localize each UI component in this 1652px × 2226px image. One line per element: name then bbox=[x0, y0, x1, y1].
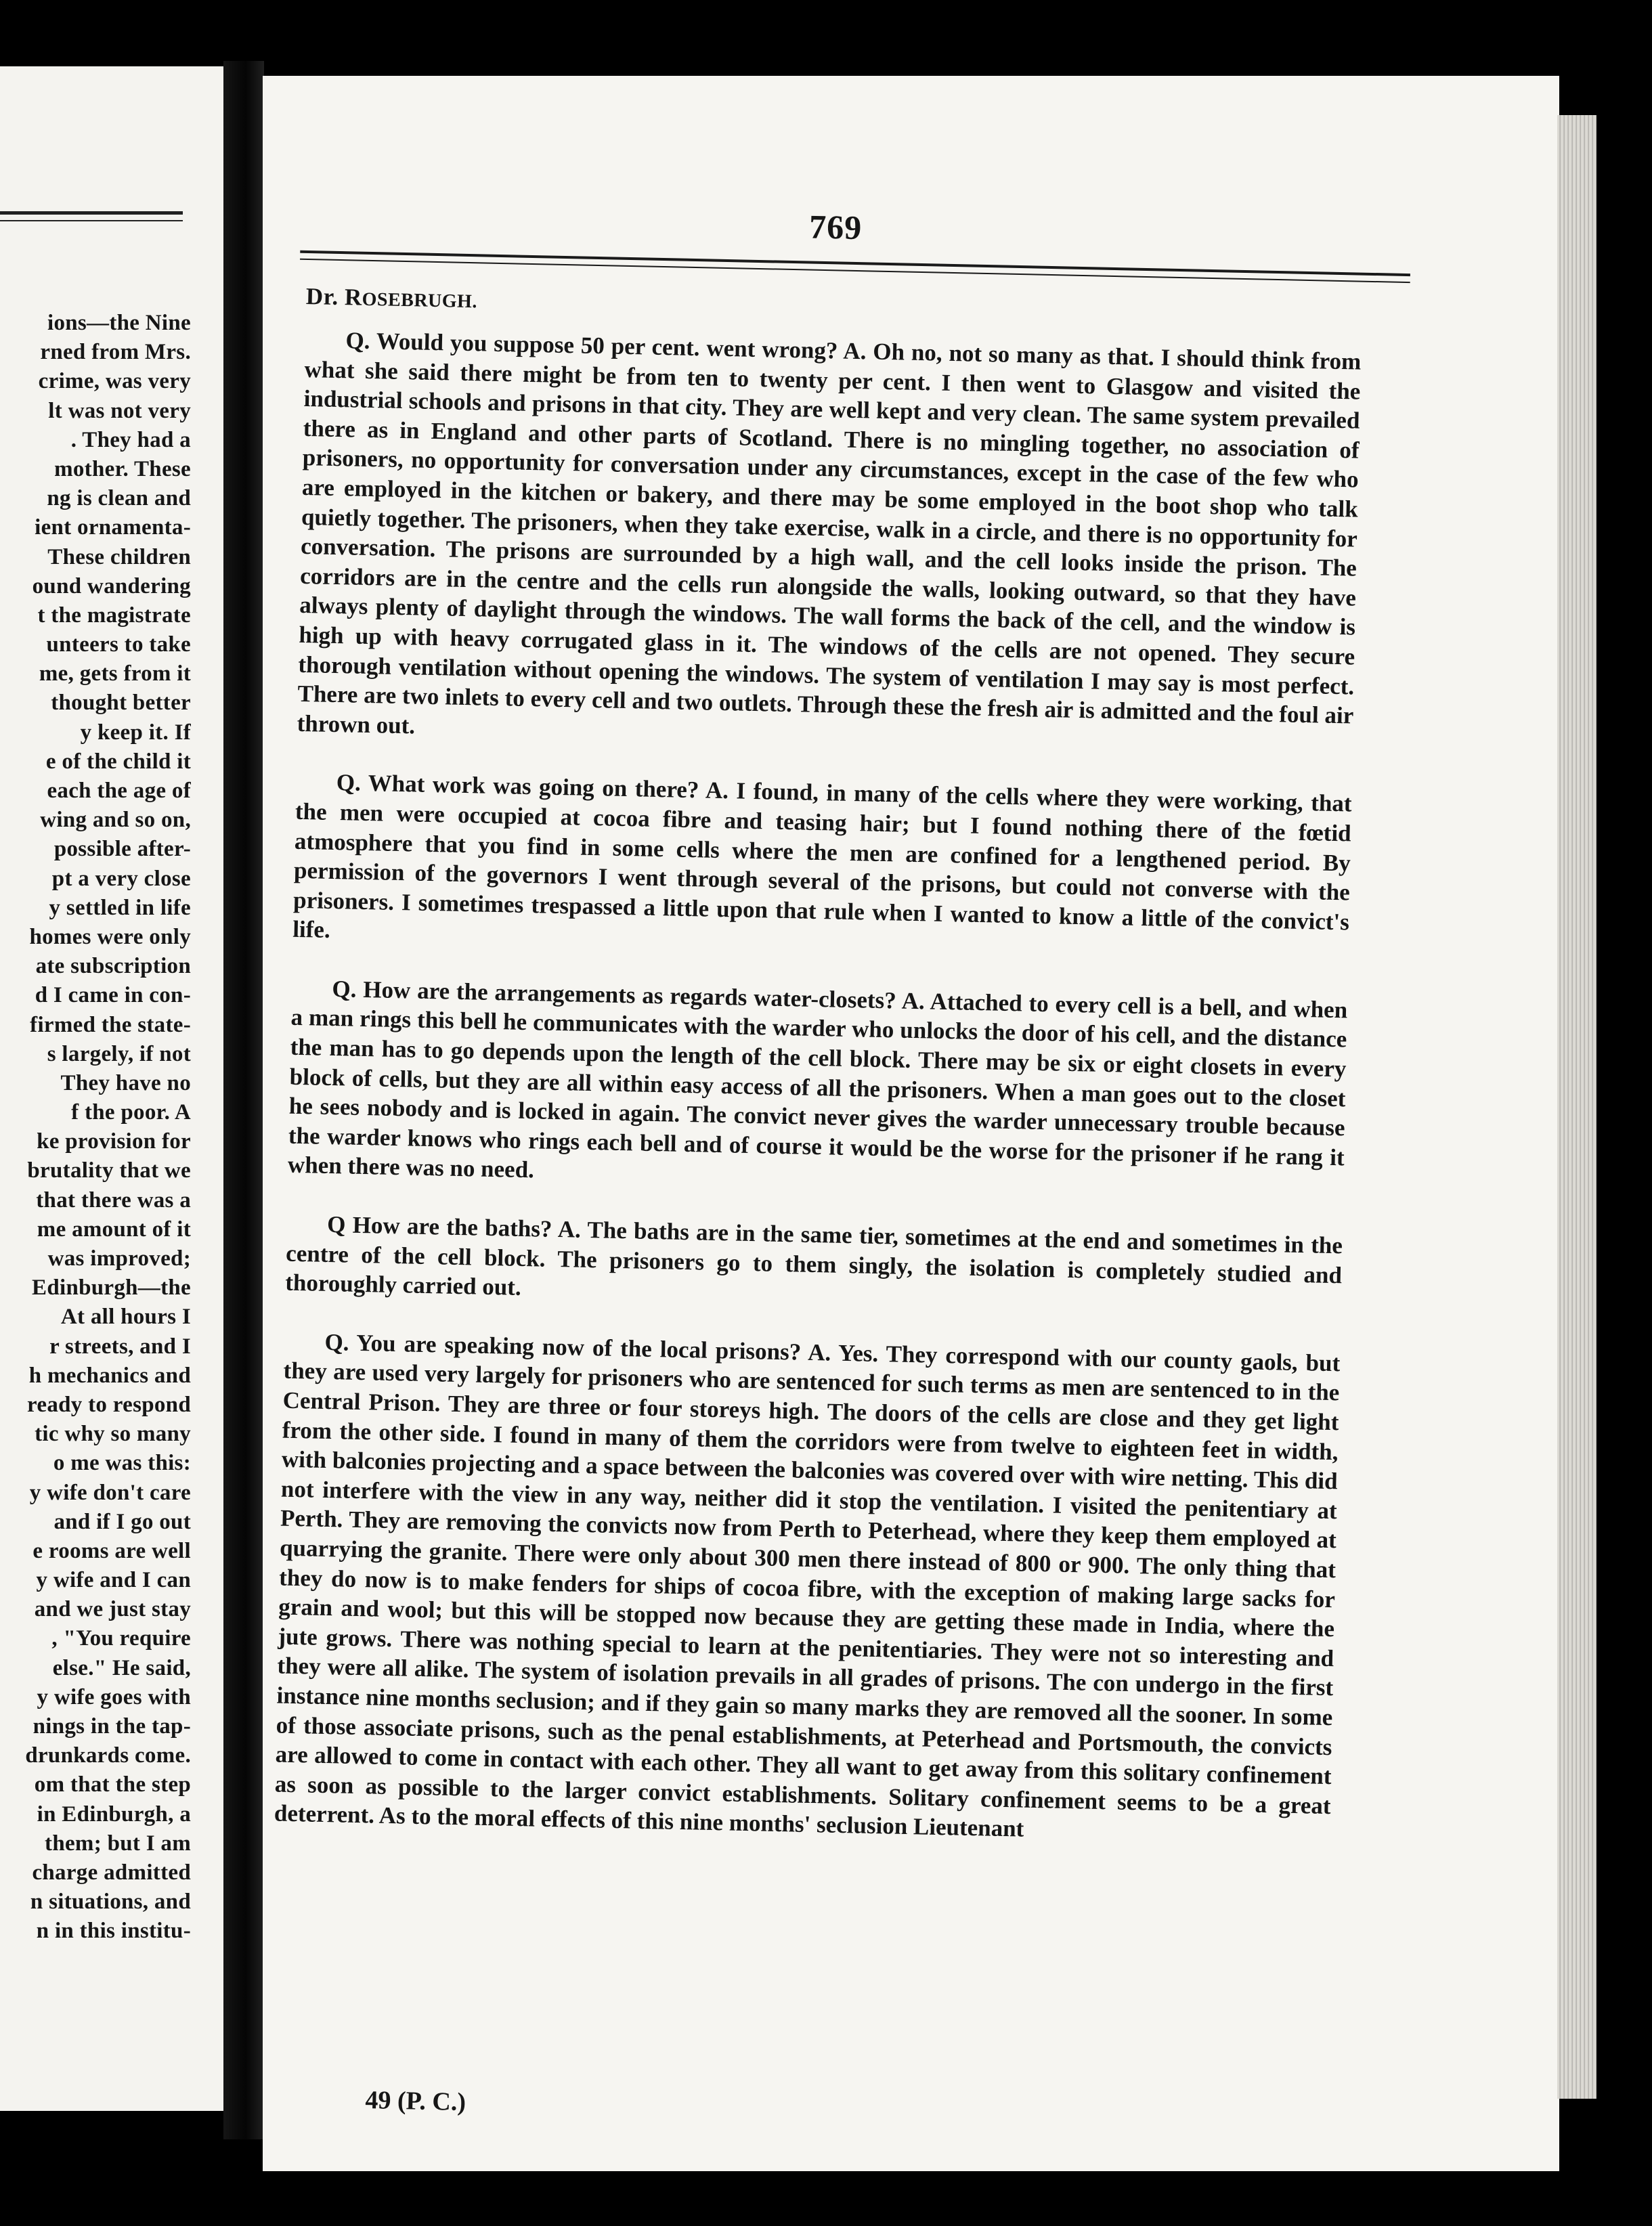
left-page-line: , "You require bbox=[51, 1626, 191, 1651]
left-page-line: r streets, and I bbox=[49, 1334, 191, 1359]
left-page-line: that there was a bbox=[36, 1187, 191, 1213]
left-page-line: d I came in con- bbox=[35, 983, 191, 1008]
left-page-line: y settled in life bbox=[49, 895, 191, 920]
left-page-text bbox=[0, 309, 191, 1946]
left-page-line: ke provision for bbox=[37, 1129, 191, 1154]
page-number: 769 bbox=[808, 207, 863, 247]
left-page-line: n in this institu- bbox=[36, 1919, 191, 1944]
left-page-line: h mechanics and bbox=[28, 1363, 191, 1388]
testimony-body bbox=[274, 325, 1362, 1850]
left-page-line: each the age of bbox=[47, 779, 191, 803]
left-page-line: t the magistrate bbox=[37, 603, 191, 628]
left-page-line: firmed the state- bbox=[30, 1012, 191, 1037]
left-page-line: me, gets from it bbox=[39, 661, 191, 686]
testimony-paragraph: Q. How are the arrangements as regards water-closets? A. Attached to every cell is a bell, and when a man rings this bell he communicates with the warder who unlocks the door of his cell, and the distance the man has to go depends upon the length of the cell block. There may be six or eight closets in every block of cells, but they are all within easy access of all the prisoners. When a man goes out to the closet he sees nobody and is locked in again. The convict never gives the warder unnecessary trouble because the warder knows who rings each bell and of course it would be the worse for the prisoner if he rang it when there was no need. bbox=[287, 975, 1348, 1183]
left-page-line: These children bbox=[47, 544, 191, 569]
left-page-line: s largely, if not bbox=[47, 1041, 191, 1066]
left-page-line: unteers to take bbox=[46, 632, 191, 657]
left-page-line: f the poor. A bbox=[71, 1100, 191, 1125]
left-page-line: y wife don't care bbox=[29, 1480, 191, 1505]
left-page-line: At all hours I bbox=[60, 1305, 191, 1330]
left-page-line: y wife goes with bbox=[37, 1684, 191, 1709]
left-page-line: mother. These bbox=[54, 456, 191, 481]
left-page-line: Edinburgh—the bbox=[32, 1275, 191, 1301]
testimony-paragraph: Q. You are speaking now of the local prisons? A. Yes. They correspond with our county gaols, but they are used very largely for prisoners who are sentenced for such terms as men are sentenced to in the Central Prison. They are three or four storeys high. The doors of the cells are close and they get light from the other side. I found in many of them the corridors were from twelve to eighteen feet in width, with balconies projecting and a space between the balconies was covered over with wire netting. This did not interfere with the view in any way, neither did it stop the ventilation. I visited the penitentiary at Perth. They are removing the convicts now from Perth to Peterhead, where they keep them employed at quarrying the granite. There were only about 300 men there instead of 800 or 900. The only thing that they do now is to make fenders for ships of cocoa fibre, with the exception of making large sacks for grain and wool; but this will be stopped now because they are getting these made in India, where the jute grows. There was nothing special to learn at the penitentiaries. They were not so interesting and they were all alike. The system of isolation prevails in all grades of prisons. The con undergo in the first instance nine months seclusion; and if they gain so many marks they are removed all the sooner. In some of those associate prisons, such as the penal establishments, at Peterhead and Portsmouth, the convicts are allowed to come in contact with each other. They all want to get away from this solitary confinement as soon as possible to the larger convict establishments. Solitary confinement seems to be a great deterrent. As to the moral effects of this nine months' seclusion Lieutenant bbox=[274, 1328, 1341, 1842]
left-page-line: and we just stay bbox=[34, 1597, 191, 1622]
testimony-paragraph: Q. Would you suppose 50 per cent. went wrong? A. Oh no, not so many as that. I should think from what she said there might be from ten to twenty per cent. I then went to Glasgow and visited the industrial schools and prisons in that city. They are well kept and very clean. The same system prevailed there as in England and other parts of Scotland. There is no mingling together, no association of prisoners, no opportunity for conversation under any circumstances, except in the case of the few who are employed in the kitchen or bakery, and there may be some employed in the boot shop who talk quietly together. The prisoners, when they take exercise, walk in a circle, and there is no opportunity for conversation. The prisons are surrounded by a high wall, and the cell looks inside the prison. The corridors are in the centre and the cells run alongside the walls, looking outward, so that they have always plenty of daylight through the windows. The wall forms the back of the cell, and the window is high up with heavy corrugated glass in it. The windows of the cells are not opened. They secure thorough ventilation without opening the windows. The system of ventilation I may say is most perfect. There are two inlets to every cell and two outlets. Through these the fresh air is admitted and the foul air thrown out. bbox=[297, 327, 1362, 739]
left-page-line: was improved; bbox=[47, 1246, 191, 1271]
left-page-line: tic why so many bbox=[35, 1422, 191, 1447]
left-page-line: om that the step bbox=[34, 1772, 191, 1797]
page-edges bbox=[1557, 115, 1596, 2099]
left-page-line: n situations, and bbox=[30, 1890, 191, 1915]
left-page-line: lt was not very bbox=[48, 398, 191, 423]
left-page-line: brutality that we bbox=[27, 1158, 191, 1183]
left-page-line: thought better bbox=[51, 691, 191, 716]
testimony-paragraph: Q. What work was going on there? A. I found, in many of the cells where they were working, that the men were occupied at cocoa fibre and teasing hair; but I found nothing there of the fœtid atmosphere that you find in some cells where the men are confined for a lengthened period. By permission of the governors I went through several of the prisons, but could not converse with the prisoners. I sometimes trespassed a little upon that rule when I wanted to know a little of the convict's life. bbox=[292, 769, 1352, 944]
left-page-line: ient ornamenta- bbox=[35, 515, 191, 540]
witness-name bbox=[305, 283, 477, 313]
left-page-line: e rooms are well bbox=[32, 1538, 191, 1563]
left-page-line: ate subscription bbox=[35, 954, 191, 979]
left-page-line: them; but I am bbox=[45, 1831, 191, 1856]
left-page-line: in Edinburgh, a bbox=[37, 1802, 191, 1827]
left-header-rule bbox=[0, 211, 183, 215]
left-page-line: They have no bbox=[60, 1070, 191, 1095]
left-page-fragment bbox=[0, 66, 223, 2111]
left-page-line: me amount of it bbox=[37, 1217, 191, 1242]
left-page-line: o me was this: bbox=[53, 1451, 191, 1476]
witness-name-rest: OSEBRUGH. bbox=[362, 288, 478, 313]
left-page-line: charge admitted bbox=[32, 1860, 191, 1885]
left-page-line: possible after- bbox=[53, 837, 191, 862]
left-page-line: else." He said, bbox=[52, 1655, 191, 1680]
left-page-line: wing and so on, bbox=[40, 808, 191, 833]
left-header-rule-thin bbox=[0, 220, 183, 221]
left-page-line: crime, was very bbox=[38, 369, 191, 394]
left-page-line: ions—the Nine bbox=[47, 311, 191, 335]
left-page-line: and if I go out bbox=[53, 1509, 191, 1534]
left-page-line: ound wandering bbox=[32, 573, 191, 598]
witness-name-prefix: Dr. R bbox=[305, 282, 363, 311]
left-page-line: pt a very close bbox=[51, 866, 191, 891]
left-page-line: ready to respond bbox=[27, 1392, 191, 1417]
left-page-line: drunkards come. bbox=[25, 1743, 191, 1768]
book-gutter bbox=[223, 61, 264, 2139]
left-page-line: y wife and I can bbox=[36, 1568, 191, 1593]
left-page-line: y keep it. If bbox=[80, 720, 191, 745]
left-page-line: rned from Mrs. bbox=[40, 340, 191, 365]
left-page-line: . They had a bbox=[70, 427, 191, 452]
left-page-line: nings in the tap- bbox=[32, 1714, 191, 1739]
testimony-paragraph: Q How are the baths? A. The baths are in the same tier, sometimes at the end and sometimes in the centre of the cell block. The prisoners go to them singly, the isolation is completely studied and thoroughly carried out. bbox=[284, 1210, 1343, 1301]
signature-mark: 49 (P. C.) bbox=[365, 2085, 466, 2117]
left-page-line: e of the child it bbox=[45, 749, 191, 774]
left-page-line: ng is clean and bbox=[47, 486, 191, 511]
left-page-line: homes were only bbox=[29, 924, 191, 949]
